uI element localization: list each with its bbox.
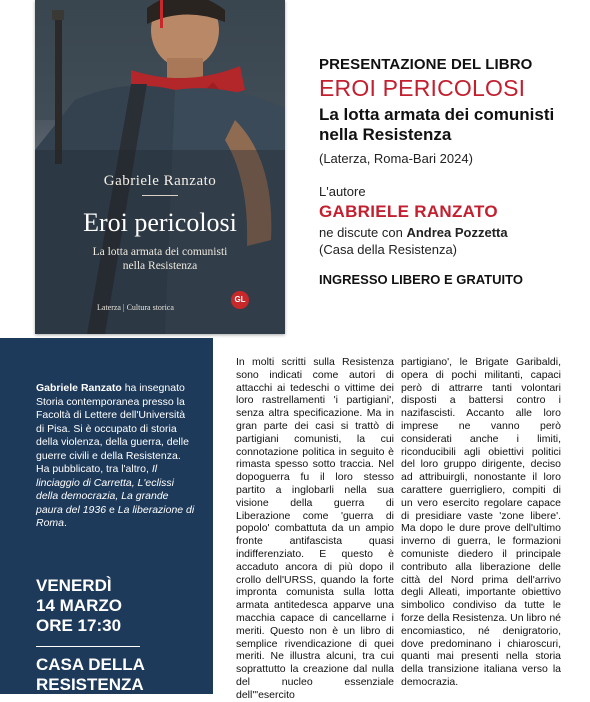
cover-subtitle [35,245,285,273]
cover-title: Eroi pericolosi [83,208,237,237]
discussant-line [319,225,584,240]
event-date: 14 MARZO [36,596,122,615]
book-cover [35,0,285,334]
discussant-affiliation: (Casa della Resistenza) [319,242,458,257]
cover-author: Gabriele Ranzato [103,173,217,189]
book-subtitle-line2: nella Resistenza [319,125,452,144]
free-entry-notice: INGRESSO LIBERO E GRATUITO [319,272,523,287]
bio-text2: e [106,503,118,516]
author-name: GABRIELE RANZATO [319,202,498,221]
cover-footer: Laterza | Cultura storica [97,303,174,312]
discussant-name: Andrea Pozzetta [406,225,508,240]
publisher-info: (Laterza, Roma-Bari 2024) [319,151,473,166]
publisher-logo: GL [231,291,249,309]
discussant-prefix: ne discute con [319,225,407,240]
cover-illustration [35,0,285,334]
bio-text1: ha insegnato Storia contemporanea presso la Facoltà di Lettere dell'Università di Pisa. Si è occupato di storia della violenza, della guerra, delle guerre civili e della Resistenza. Ha pubblicato, tra l'altro, [36,382,189,475]
cover-red-stripe [160,0,163,28]
body-text-column-1: In molti scritti sulla Resistenza sono indicati come autori di attacchi ai tedeschi o vittime dei loro rastrellamenti 'i partigiani', senza altra specificazione. Ma in gran parte dei casi si trattò di partigiani comunisti, la cui connotazione politica in seguito è rimasta spesso sotto traccia. Nel dopoguerra fu il loro stesso partito a inglobarli nella sua visione della guerra di Liberazione come 'guerra di popolo' combattuta da un ampio fronte antifascista quasi indifferenziato. E questo è accaduto ancora di più dopo il crollo dell'URSS, quando la forte impronta comunista sulla lotta armata antitedesca apparve una macchia capace di cancellarne i meriti. Questo non è un libro di semplice rivendicazione di quei meriti. Ne illustra alcuni, tra cui soprattutto la creazione dal nulla del nucleo essenziale dell'"esercito [236,356,394,701]
book-subtitle [319,105,584,145]
bio-end: . [64,517,67,529]
event-time: ORE 17:30 [36,616,122,635]
event-divider [36,646,140,647]
body-text-column-2: partigiano', le Brigate Garibaldi, opera di pochi militanti, capaci però di attrarre tanti volontari disposti a battersi contro i nazifascisti. Accanto alle loro imprese ne vanno però considerati anche i limiti, riconducibili agli obiettivi politici del loro gruppo dirigente, deciso ad attribuirgli, nonostante il loro carattere guerrigliero, compiti di un vero esercito regolare capace di presidiare vaste 'zone libere'. Ma dopo le dure prove dell'ultimo inverno di guerra, le formazioni comuniste diedero il principale contributo alla liberazione delle città del Nord prima dell'arrivo degli Alleati, importante obiettivo simbolico condiviso da tutte le forze della Resistenza. Un libro né encomiastico, né denigratorio, dove predominano i chiaroscuri, quanti mai presenti nella storia della transizione italiana verso la democrazia. [401,356,561,688]
cover-divider [142,195,178,196]
author-bio [36,382,196,531]
event-header [319,56,584,287]
presentation-label: PRESENTAZIONE DEL LIBRO [319,56,533,73]
book-subtitle-line1: La lotta armata dei comunisti [319,105,555,124]
event-place-line2: RESISTENZA [36,675,144,694]
event-day: VENERDÌ [36,576,112,595]
author-label: L'autore [319,184,366,199]
bio-name: Gabriele Ranzato [36,382,122,394]
event-place-line1: CASA DELLA [36,655,145,674]
event-details [36,576,206,695]
bio-last-work: La liberazione di Roma [36,503,195,529]
cover-subtitle-line1: La lotta armata dei comunisti [92,246,228,258]
book-title: EROI PERICOLOSI [319,75,526,101]
cover-subtitle-line2: nella Resistenza [122,260,198,272]
bio-works: Il linciaggio di Carretta, L'eclissi della democrazia, La grande paura del 1936 [36,463,174,516]
